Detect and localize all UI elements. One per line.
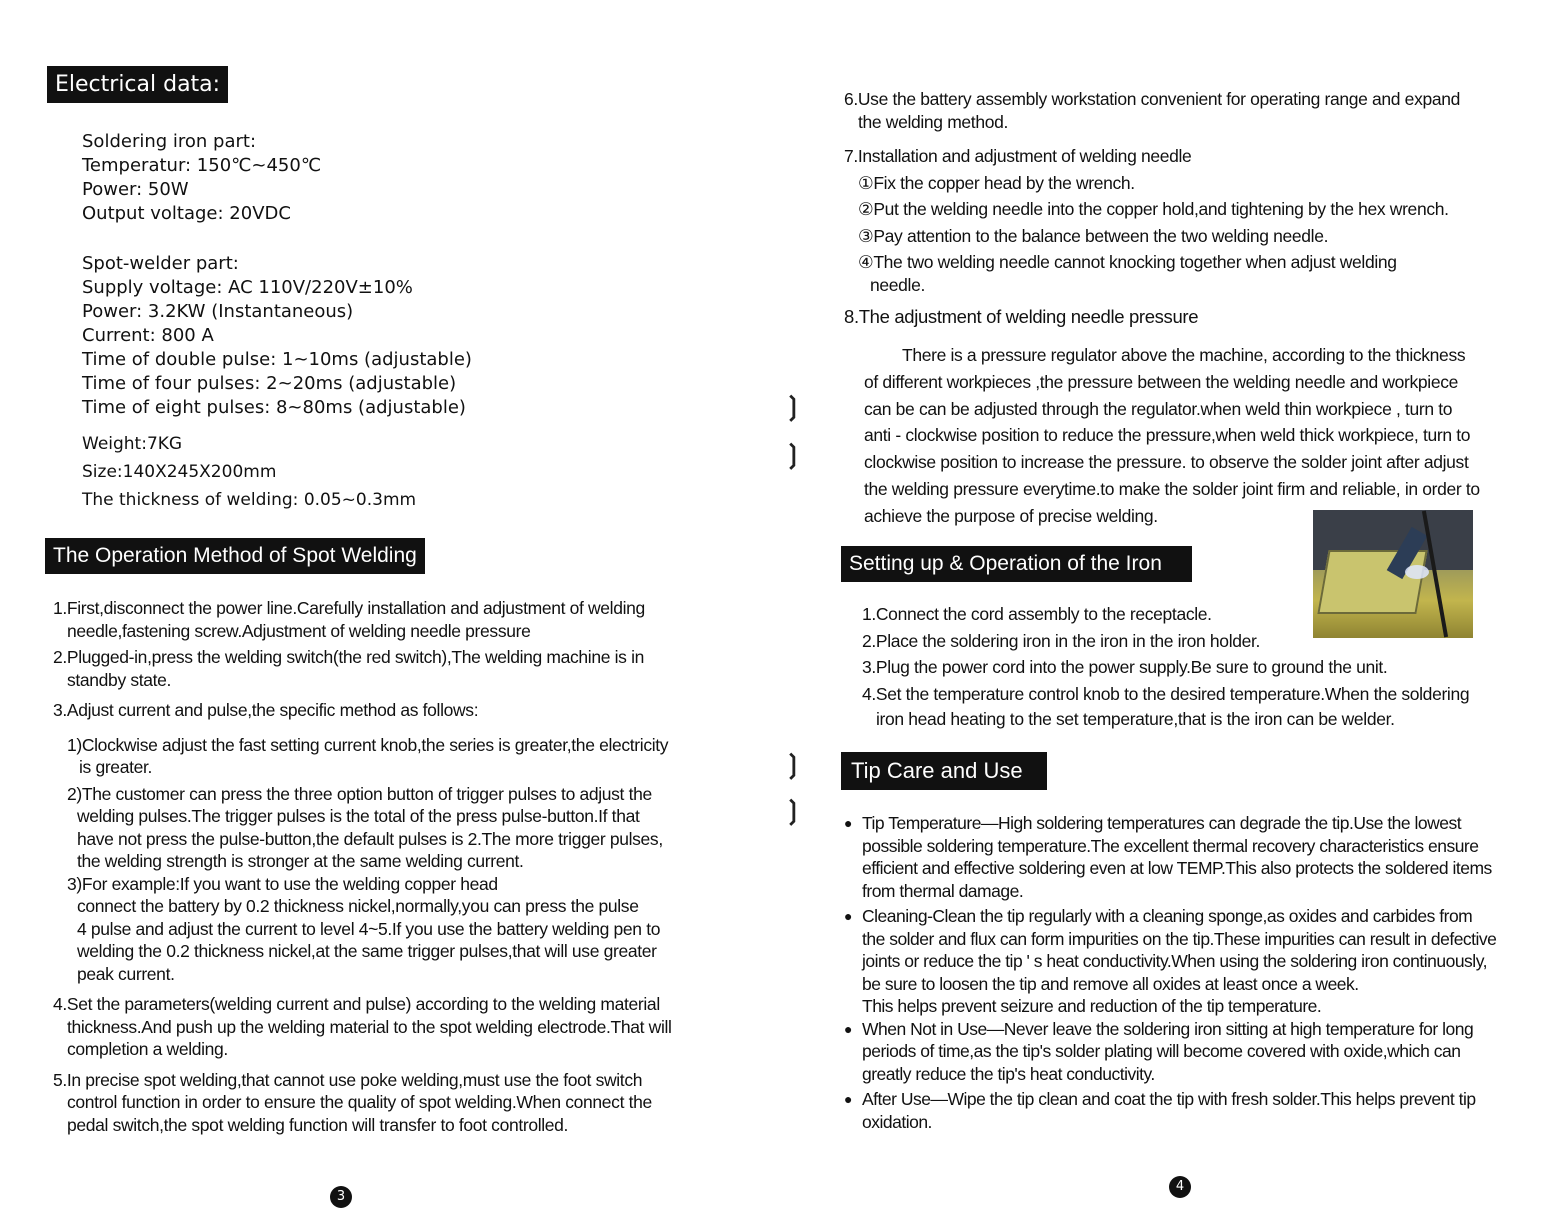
binding-mark: ❳: [782, 796, 804, 826]
paragraph-line: anti - clockwise position to reduce the pressure,when weld thick workpiece, turn to: [864, 425, 1471, 446]
step-line: welding pulses.The trigger pulses is the total of the press pulse-button.If that: [77, 806, 640, 826]
paragraph-line: There is a pressure regulator above the machine, according to the thickness: [902, 345, 1466, 365]
spot-welder-specs: [82, 252, 472, 420]
tip-line: the solder and flux can form impurities on the tip.These impurities can result in defective: [862, 928, 1497, 949]
spec-line: Time of double pulse: 1~10ms (adjustable): [82, 349, 472, 370]
tip-line: joints or reduce the tip ' s heat conductivity.When using the soldering iron continuously,: [862, 951, 1488, 971]
binding-mark: ❳: [782, 392, 804, 422]
pressure-paragraph: [864, 342, 1544, 530]
tip-care-list: [844, 812, 1556, 1133]
general-specs: [82, 430, 416, 514]
step-line: 6.Use the battery assembly workstation convenient for operating range and expand: [844, 89, 1460, 109]
tip-line: periods of time,as the tip's solder plating will become covered with oxide,which can: [862, 1041, 1461, 1061]
iron-steps: [862, 601, 1542, 731]
tip-line: This helps prevent seizure and reduction of the tip temperature.: [862, 996, 1322, 1016]
tip-care-heading: Tip Care and Use: [841, 752, 1047, 790]
page-number-4: 4: [1169, 1176, 1191, 1198]
step-line: thickness.And push up the welding material to the spot welding electrode.That will: [67, 1016, 672, 1037]
step-line: 2)The customer can press the three option button of trigger pulses to adjust the: [67, 783, 652, 804]
tip-line: efficient and effective soldering even at low TEMP.This also protects the soldered items: [862, 858, 1492, 878]
tip-line: ● When Not in Use—Never leave the soldering iron sitting at high temperature for long: [844, 1018, 1556, 1041]
spec-line: Power: 3.2KW (Instantaneous): [82, 301, 354, 322]
spec-line: Power: 50W: [82, 179, 189, 200]
soldering-iron-specs: [82, 130, 321, 226]
step-line: have not press the pulse-button,the default pulses is 2.The more trigger pulses,: [77, 828, 663, 849]
spec-line: Temperatur: 150℃~450℃: [82, 155, 322, 176]
iron-step: 1.Connect the cord assembly to the receptacle.: [862, 604, 1212, 624]
step-line: pedal switch,the spot welding function will transfer to foot controlled.: [67, 1114, 569, 1135]
paragraph-line: achieve the purpose of precise welding.: [864, 505, 1158, 526]
paragraph-line: can be can be adjusted through the regulator.when weld thin workpiece , turn to: [864, 398, 1453, 419]
thickness-spec: The thickness of welding: 0.05~0.3mm: [82, 490, 417, 510]
tip-line: ● After Use—Wipe the tip clean and coat the tip with fresh solder.This helps prevent tip: [844, 1088, 1556, 1111]
spec-line: Current: 800 A: [82, 325, 214, 346]
step-line: 2.Plugged-in,press the welding switch(the red switch),The welding machine is in: [53, 647, 644, 667]
step-line: 3.Adjust current and pulse,the specific method as follows:: [53, 700, 479, 720]
operation-steps: [53, 597, 743, 1136]
step-line: the welding method.: [858, 111, 1008, 132]
step-line: 5.In precise spot welding,that cannot use poke welding,must use the foot switch: [53, 1069, 643, 1090]
step-line: connect the battery by 0.2 thickness nickel,normally,you can press the pulse: [77, 896, 639, 916]
tip-line: be sure to loosen the tip and remove all oxides at least once a week.: [862, 973, 1359, 994]
iron-step: 3.Plug the power cord into the power supply.Be sure to ground the unit.: [862, 657, 1388, 677]
spec-line: Time of four pulses: 2~20ms (adjustable): [82, 373, 457, 394]
step-line: ②Put the welding needle into the copper hold,and tightening by the hex wrench.: [858, 199, 1449, 219]
operation-method-heading: The Operation Method of Spot Welding: [45, 538, 425, 574]
binding-mark: ❳: [782, 750, 804, 780]
step-line: needle,fastening screw.Adjustment of welding needle pressure: [67, 620, 531, 641]
tip-line: from thermal damage.: [862, 880, 1024, 901]
step-line: is greater.: [79, 757, 152, 777]
page-number-3: 3: [330, 1186, 352, 1208]
step-line: the welding strength is stronger at the same welding current.: [77, 851, 524, 871]
tip-line: ● Tip Temperature—High soldering temperatures can degrade the tip.Use the lowest: [844, 812, 1556, 835]
tip-line: [844, 835, 1556, 858]
right-page: [790, 0, 1566, 1224]
step-line: 1)Clockwise adjust the fast setting current knob,the series is greater,the electricity: [67, 734, 669, 755]
steps-6-to-8: [844, 88, 1544, 329]
tip-line-text: possible soldering temperature.The excellent thermal recovery characteristics ensure: [862, 835, 1479, 856]
step-line: peak current.: [77, 963, 175, 984]
iron-setup-heading: Setting up & Operation of the Iron: [841, 546, 1192, 582]
step-line: 4.Set the parameters(welding current and pulse) according to the welding material: [53, 994, 660, 1014]
paragraph-line: of different workpieces ,the pressure between the welding needle and workpiece: [864, 371, 1459, 392]
spec-line: Time of eight pulses: 8~80ms (adjustable): [82, 397, 466, 418]
spec-line: Output voltage: 20VDC: [82, 203, 291, 224]
step-line: welding the 0.2 thickness nickel,at the same trigger pulses,that will use greater: [77, 941, 657, 961]
step-line: completion a welding.: [67, 1039, 228, 1059]
spec-line: Supply voltage: AC 110V/220V±10%: [82, 277, 413, 298]
weight-spec: Weight:7KG: [82, 434, 183, 454]
step-line: 1.First,disconnect the power line.Carefully installation and adjustment of welding: [53, 598, 645, 618]
left-page: [0, 0, 780, 1224]
step-line: standby state.: [67, 669, 172, 690]
spec-line: Spot-welder part:: [82, 253, 239, 274]
step-line: ①Fix the copper head by the wrench.: [858, 172, 1135, 193]
binding-mark: ❳: [782, 440, 804, 470]
tip-line: ● Cleaning-Clean the tip regularly with a cleaning sponge,as oxides and carbides from: [844, 905, 1556, 928]
tip-line: oxidation.: [862, 1111, 932, 1132]
paragraph-line: clockwise position to increase the pressure. to observe the solder joint after adjust: [864, 452, 1469, 473]
step-line: 7.Installation and adjustment of welding needle: [844, 146, 1192, 166]
iron-step: 2.Place the soldering iron in the iron in the iron holder.: [862, 630, 1261, 651]
step-line: ③Pay attention to the balance between the two welding needle.: [858, 225, 1329, 246]
step-line: 3)For example:If you want to use the welding copper head: [67, 873, 498, 894]
step-line: 4 pulse and adjust the current to level 4~5.If you use the battery welding pen to: [77, 918, 661, 939]
step-line: ④The two welding needle cannot knocking together when adjust welding: [858, 252, 1397, 272]
step-line: control function in order to ensure the quality of spot welding.When connect the: [67, 1092, 652, 1112]
iron-step: iron head heating to the set temperature,that is the iron can be welder.: [876, 709, 1395, 729]
step-line: 8.The adjustment of welding needle pressure: [844, 306, 1199, 327]
electrical-data-heading: Electrical data:: [47, 66, 228, 103]
step-line: needle.: [870, 274, 925, 295]
spec-line: Soldering iron part:: [82, 131, 257, 152]
paragraph-line: the welding pressure everytime.to make the solder joint firm and reliable, in order to: [864, 478, 1480, 499]
tip-line: greatly reduce the tip's heat conductivity.: [862, 1063, 1155, 1084]
iron-step: 4.Set the temperature control knob to the desired temperature.When the soldering: [862, 683, 1470, 704]
size-spec: Size:140X245X200mm: [82, 462, 277, 482]
